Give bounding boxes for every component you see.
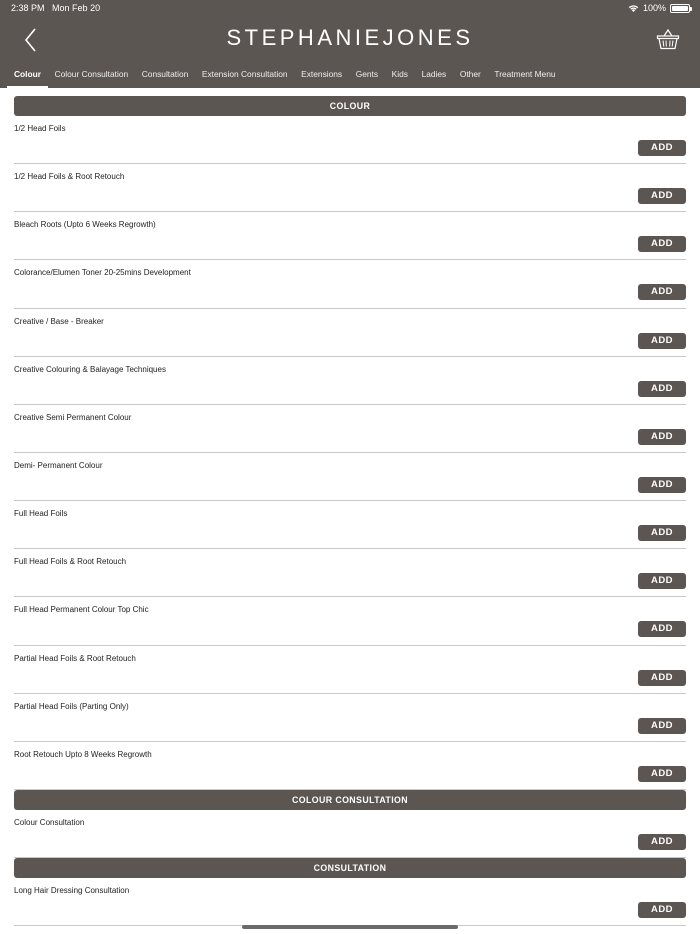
service-row xyxy=(14,878,686,926)
add-button[interactable]: ADD xyxy=(638,718,686,734)
service-name: Partial Head Foils & Root Retouch xyxy=(14,653,136,663)
service-name: 1/2 Head Foils xyxy=(14,124,66,133)
tab-extension-consultation[interactable]: Extension Consultation xyxy=(201,69,288,79)
service-name: Demi- Permanent Colour xyxy=(14,460,103,470)
add-button[interactable]: ADD xyxy=(638,140,686,156)
service-row xyxy=(14,694,686,742)
service-name: Full Head Foils xyxy=(14,509,68,519)
service-row xyxy=(14,260,686,308)
service-name: Colorance/Elumen Toner 20-25mins Development xyxy=(14,268,191,278)
status-bar xyxy=(0,0,700,16)
service-row xyxy=(14,357,686,405)
tab-treatment-menu[interactable]: Treatment Menu xyxy=(494,69,556,79)
add-button[interactable]: ADD xyxy=(638,477,686,493)
battery-percent: 100% xyxy=(642,3,666,13)
service-name: Partial Head Foils (Parting Only) xyxy=(14,701,129,711)
tab-extensions[interactable]: Extensions xyxy=(301,69,343,79)
status-indicators xyxy=(628,3,690,13)
service-name: Colour Consultation xyxy=(14,817,85,827)
section-header: COLOUR CONSULTATION xyxy=(14,790,686,810)
add-button[interactable]: ADD xyxy=(638,621,686,637)
service-name: Root Retouch Upto 8 Weeks Regrowth xyxy=(14,749,152,759)
service-name: Creative Colouring & Balayage Techniques xyxy=(14,364,166,374)
battery-icon xyxy=(670,4,690,13)
section-header: CONSULTATION xyxy=(14,858,686,878)
add-button[interactable]: ADD xyxy=(638,902,686,918)
tab-colour[interactable]: Colour xyxy=(7,66,48,88)
add-button[interactable]: ADD xyxy=(638,834,686,850)
add-button[interactable]: ADD xyxy=(638,381,686,397)
category-tabs xyxy=(14,66,569,88)
service-row xyxy=(14,116,686,164)
app-header xyxy=(0,0,700,88)
brand-logo: STEPHANIEJONES xyxy=(226,25,474,50)
service-name: Full Head Permanent Colour Top Chic xyxy=(14,605,149,615)
service-row xyxy=(14,597,686,645)
service-row xyxy=(14,810,686,858)
add-button[interactable]: ADD xyxy=(638,236,686,252)
add-button[interactable]: ADD xyxy=(638,429,686,445)
status-time: 2:38 PM Mon Feb 20 xyxy=(11,3,101,13)
service-row xyxy=(14,453,686,501)
service-row xyxy=(14,405,686,453)
add-button[interactable]: ADD xyxy=(638,670,686,686)
service-list xyxy=(14,96,686,926)
service-name: Full Head Foils & Root Retouch xyxy=(14,557,127,567)
tab-other[interactable]: Other xyxy=(459,69,481,79)
service-name: Long Hair Dressing Consultation xyxy=(14,886,130,896)
service-row xyxy=(14,742,686,790)
service-row xyxy=(14,501,686,549)
add-button[interactable]: ADD xyxy=(638,333,686,349)
service-row xyxy=(14,549,686,597)
add-button[interactable]: ADD xyxy=(638,525,686,541)
section-header: COLOUR xyxy=(14,96,686,116)
service-row xyxy=(14,212,686,260)
service-name: Creative Semi Permanent Colour xyxy=(14,412,132,422)
basket-icon[interactable] xyxy=(656,27,680,51)
tab-consultation[interactable]: Consultation xyxy=(141,69,189,79)
service-name: Bleach Roots (Upto 6 Weeks Regrowth) xyxy=(14,220,156,230)
service-row xyxy=(14,646,686,694)
service-name: 1/2 Head Foils & Root Retouch xyxy=(14,172,125,182)
home-indicator[interactable] xyxy=(242,925,458,929)
tab-colour-consultation[interactable]: Colour Consultation xyxy=(54,69,129,79)
service-row xyxy=(14,164,686,212)
service-row xyxy=(14,309,686,357)
add-button[interactable]: ADD xyxy=(638,766,686,782)
tab-ladies[interactable]: Ladies xyxy=(421,69,447,79)
tab-gents[interactable]: Gents xyxy=(355,69,379,79)
wifi-icon xyxy=(628,4,639,13)
add-button[interactable]: ADD xyxy=(638,188,686,204)
add-button[interactable]: ADD xyxy=(638,573,686,589)
service-name: Creative / Base - Breaker xyxy=(14,316,104,326)
tab-kids[interactable]: Kids xyxy=(391,69,408,79)
add-button[interactable]: ADD xyxy=(638,284,686,300)
